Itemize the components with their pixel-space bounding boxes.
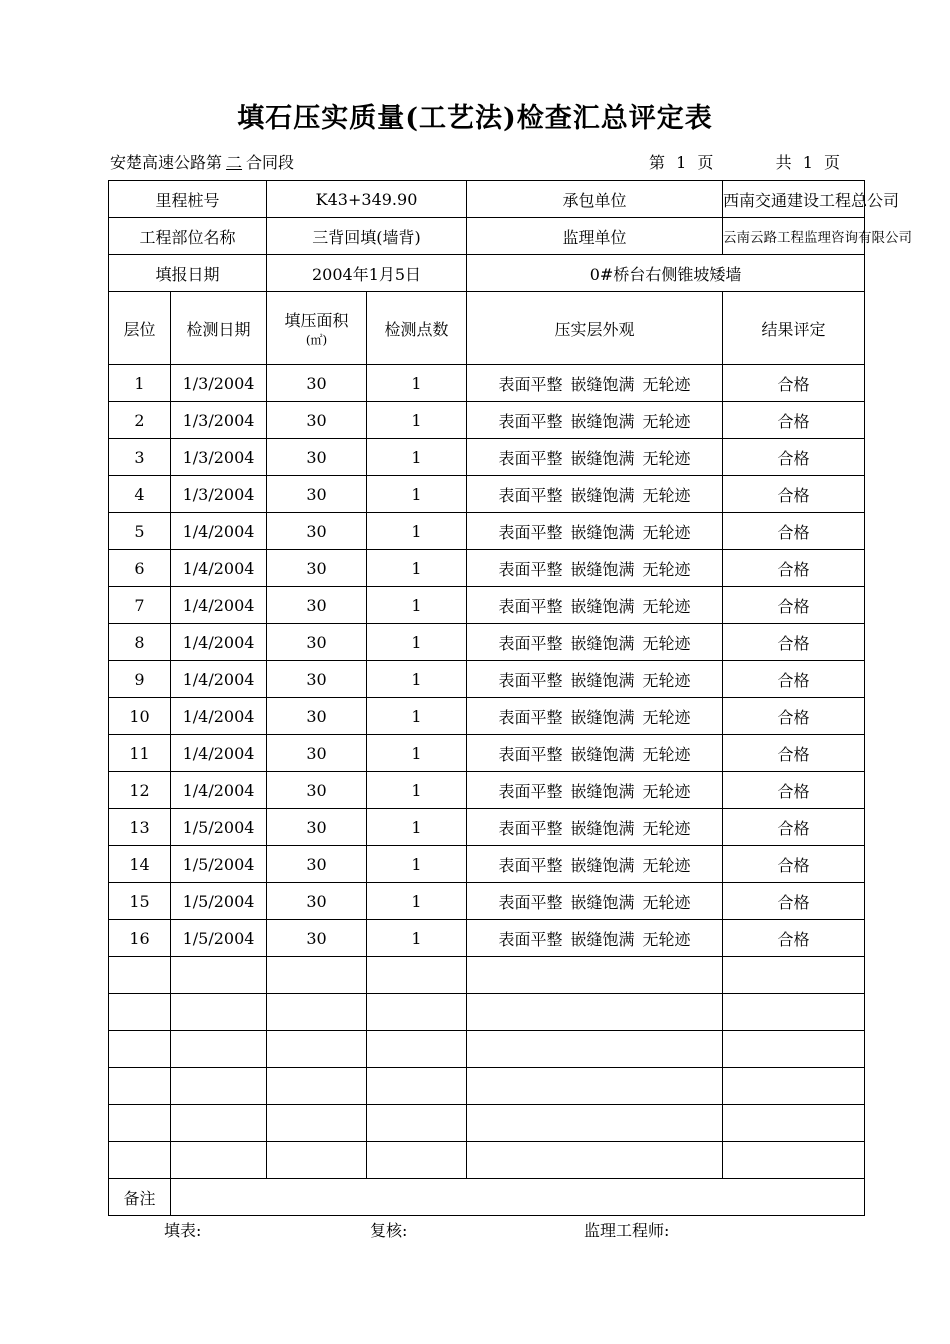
cell-area: 30 [267, 439, 367, 476]
cell-area: 30 [267, 883, 367, 920]
appearance-obs2: 嵌缝饱满 [570, 707, 635, 727]
cell-date: 1/5/2004 [171, 883, 267, 920]
cell-appearance [467, 513, 723, 550]
appearance-obs1: 表面平整 [498, 929, 563, 949]
cell-area: 30 [267, 624, 367, 661]
blank-cell [467, 957, 723, 994]
appearance-obs2: 嵌缝饱满 [570, 485, 635, 505]
cell-result: 合格 [723, 661, 865, 698]
cell-layer: 2 [109, 402, 171, 439]
blank-cell [467, 1142, 723, 1179]
appearance-obs3: 无轮迹 [642, 744, 691, 764]
col-area [267, 292, 367, 365]
appearance-obs3: 无轮迹 [642, 596, 691, 616]
cell-date: 1/4/2004 [171, 587, 267, 624]
blank-cell [723, 994, 865, 1031]
cell-date: 1/5/2004 [171, 920, 267, 957]
cell-layer: 3 [109, 439, 171, 476]
cell-appearance [467, 809, 723, 846]
appearance-obs1: 表面平整 [498, 818, 563, 838]
table-row [109, 439, 865, 476]
mileage-value: K43+349.90 [267, 181, 467, 218]
appearance-obs3: 无轮迹 [642, 929, 691, 949]
cell-result: 合格 [723, 735, 865, 772]
page-title: 填石压实质量(工艺法)检查汇总评定表 [237, 103, 713, 134]
cell-area: 30 [267, 920, 367, 957]
cell-date: 1/4/2004 [171, 550, 267, 587]
appearance-obs1: 表面平整 [498, 707, 563, 727]
cell-area: 30 [267, 846, 367, 883]
cell-date: 1/3/2004 [171, 439, 267, 476]
blank-cell [723, 1068, 865, 1105]
table-row [109, 698, 865, 735]
appearance-obs3: 无轮迹 [642, 411, 691, 431]
part-value: 三背回填(墙背) [267, 218, 467, 255]
cell-date: 1/3/2004 [171, 476, 267, 513]
blank-cell [467, 1031, 723, 1068]
table-row [109, 661, 865, 698]
col-points: 检测点数 [367, 292, 467, 365]
table-row [109, 402, 865, 439]
appearance-obs1: 表面平整 [498, 633, 563, 653]
appearance-obs1: 表面平整 [498, 485, 563, 505]
appearance-obs2: 嵌缝饱满 [570, 744, 635, 764]
page-indicator [643, 150, 840, 173]
cell-result: 合格 [723, 439, 865, 476]
cell-layer: 5 [109, 513, 171, 550]
appearance-obs3: 无轮迹 [642, 781, 691, 801]
col-layer: 层位 [109, 292, 171, 365]
col-result: 结果评定 [723, 292, 865, 365]
project-suffix: 合同段 [246, 153, 295, 172]
blank-cell [109, 994, 171, 1031]
cell-result: 合格 [723, 624, 865, 661]
cell-date: 1/4/2004 [171, 735, 267, 772]
cell-area: 30 [267, 661, 367, 698]
cell-points: 1 [367, 661, 467, 698]
cell-appearance [467, 661, 723, 698]
cell-layer: 1 [109, 365, 171, 402]
appearance-obs3: 无轮迹 [642, 633, 691, 653]
cell-appearance [467, 735, 723, 772]
blank-cell [267, 1031, 367, 1068]
appearance-obs1: 表面平整 [498, 374, 563, 394]
appearance-obs1: 表面平整 [498, 522, 563, 542]
cell-layer: 13 [109, 809, 171, 846]
cell-layer: 7 [109, 587, 171, 624]
appearance-obs3: 无轮迹 [642, 559, 691, 579]
cell-layer: 9 [109, 661, 171, 698]
info-row-mileage [109, 181, 865, 218]
appearance-obs3: 无轮迹 [642, 855, 691, 875]
cell-area: 30 [267, 365, 367, 402]
cell-points: 1 [367, 624, 467, 661]
table-row [109, 920, 865, 957]
cell-layer: 12 [109, 772, 171, 809]
blank-cell [109, 957, 171, 994]
blank-cell [267, 994, 367, 1031]
blank-row [109, 1142, 865, 1179]
cell-appearance [467, 439, 723, 476]
cell-layer: 16 [109, 920, 171, 957]
appearance-obs3: 无轮迹 [642, 522, 691, 542]
appearance-obs2: 嵌缝饱满 [570, 633, 635, 653]
cell-result: 合格 [723, 587, 865, 624]
blank-cell [267, 1105, 367, 1142]
blank-cell [367, 1031, 467, 1068]
engineer-label: 监理工程师: [584, 1221, 670, 1240]
cell-points: 1 [367, 772, 467, 809]
appearance-obs1: 表面平整 [498, 448, 563, 468]
remarks-value [171, 1179, 865, 1216]
cell-area: 30 [267, 698, 367, 735]
cell-points: 1 [367, 698, 467, 735]
header-line [110, 150, 860, 174]
cell-points: 1 [367, 476, 467, 513]
cell-result: 合格 [723, 513, 865, 550]
appearance-obs2: 嵌缝饱满 [570, 411, 635, 431]
blank-row [109, 1105, 865, 1142]
cell-appearance [467, 883, 723, 920]
info-row-part [109, 218, 865, 255]
date-label: 填报日期 [109, 255, 267, 292]
appearance-obs3: 无轮迹 [642, 707, 691, 727]
appearance-obs2: 嵌缝饱满 [570, 781, 635, 801]
blank-cell [171, 1031, 267, 1068]
cell-points: 1 [367, 402, 467, 439]
cell-date: 1/4/2004 [171, 698, 267, 735]
blank-cell [267, 1142, 367, 1179]
inspection-table [108, 180, 913, 1216]
table-row [109, 624, 865, 661]
table-row [109, 550, 865, 587]
appearance-obs1: 表面平整 [498, 670, 563, 690]
appearance-obs1: 表面平整 [498, 855, 563, 875]
appearance-obs3: 无轮迹 [642, 818, 691, 838]
cell-points: 1 [367, 365, 467, 402]
blank-cell [267, 1068, 367, 1105]
table-row [109, 846, 865, 883]
cell-appearance [467, 587, 723, 624]
table-row [109, 476, 865, 513]
appearance-obs3: 无轮迹 [642, 485, 691, 505]
blank-cell [723, 957, 865, 994]
blank-cell [723, 1105, 865, 1142]
cell-result: 合格 [723, 809, 865, 846]
cell-date: 1/4/2004 [171, 624, 267, 661]
cell-appearance [467, 476, 723, 513]
cell-area: 30 [267, 550, 367, 587]
col-area-unit: (㎡) [305, 333, 328, 347]
cell-points: 1 [367, 809, 467, 846]
cell-layer: 14 [109, 846, 171, 883]
blank-cell [171, 1068, 267, 1105]
cell-date: 1/3/2004 [171, 402, 267, 439]
cell-area: 30 [267, 402, 367, 439]
cell-result: 合格 [723, 476, 865, 513]
col-area-line1: 填压面积 [284, 311, 349, 330]
blank-row [109, 1068, 865, 1105]
page-total: 1 [802, 153, 813, 172]
cell-appearance [467, 402, 723, 439]
cell-appearance [467, 550, 723, 587]
appearance-obs2: 嵌缝饱满 [570, 522, 635, 542]
part-label: 工程部位名称 [109, 218, 267, 255]
blank-cell [171, 1105, 267, 1142]
blank-cell [267, 957, 367, 994]
cell-appearance [467, 365, 723, 402]
project-prefix: 安楚高速公路第 [110, 153, 223, 172]
reviewer-label: 复核: [370, 1221, 408, 1240]
blank-cell [171, 994, 267, 1031]
appearance-obs3: 无轮迹 [642, 892, 691, 912]
blank-cell [367, 1105, 467, 1142]
appearance-obs1: 表面平整 [498, 596, 563, 616]
cell-appearance [467, 698, 723, 735]
supervisor-value [723, 218, 913, 255]
cell-date: 1/5/2004 [171, 809, 267, 846]
blank-cell [171, 1142, 267, 1179]
cell-result: 合格 [723, 698, 865, 735]
table-row [109, 513, 865, 550]
table-row [109, 365, 865, 402]
table-row [109, 809, 865, 846]
info-row-date [109, 255, 865, 292]
cell-area: 30 [267, 587, 367, 624]
appearance-obs2: 嵌缝饱满 [570, 448, 635, 468]
blank-cell [367, 994, 467, 1031]
mileage-label: 里程桩号 [109, 181, 267, 218]
cell-layer: 8 [109, 624, 171, 661]
cell-result: 合格 [723, 365, 865, 402]
appearance-obs2: 嵌缝饱满 [570, 670, 635, 690]
project-name [110, 150, 294, 173]
appearance-obs3: 无轮迹 [642, 670, 691, 690]
supervisor-value-text: 云南云路工程监理咨询有限公司 [723, 230, 913, 246]
signature-line [0, 1218, 950, 1242]
blank-cell [467, 994, 723, 1031]
cell-result: 合格 [723, 883, 865, 920]
col-date: 检测日期 [171, 292, 267, 365]
cell-points: 1 [367, 883, 467, 920]
filler-label: 填表: [164, 1221, 202, 1240]
cell-date: 1/4/2004 [171, 661, 267, 698]
appearance-obs1: 表面平整 [498, 744, 563, 764]
appearance-obs1: 表面平整 [498, 411, 563, 431]
cell-points: 1 [367, 920, 467, 957]
cell-area: 30 [267, 772, 367, 809]
cell-layer: 4 [109, 476, 171, 513]
page-label-di: 第 [649, 153, 666, 172]
cell-area: 30 [267, 476, 367, 513]
appearance-obs2: 嵌缝饱满 [570, 559, 635, 579]
cell-appearance [467, 772, 723, 809]
blank-row [109, 957, 865, 994]
cell-result: 合格 [723, 550, 865, 587]
appearance-obs1: 表面平整 [498, 559, 563, 579]
blank-cell [109, 1142, 171, 1179]
cell-layer: 6 [109, 550, 171, 587]
appearance-obs2: 嵌缝饱满 [570, 929, 635, 949]
cell-points: 1 [367, 587, 467, 624]
contractor-label: 承包单位 [467, 181, 723, 218]
blank-cell [467, 1068, 723, 1105]
blank-cell [367, 1068, 467, 1105]
table-row [109, 772, 865, 809]
page-current: 1 [676, 153, 687, 172]
cell-points: 1 [367, 846, 467, 883]
cell-date: 1/4/2004 [171, 772, 267, 809]
cell-points: 1 [367, 735, 467, 772]
appearance-obs1: 表面平整 [498, 892, 563, 912]
blank-cell [467, 1105, 723, 1142]
cell-result: 合格 [723, 402, 865, 439]
blank-cell [109, 1105, 171, 1142]
appearance-obs2: 嵌缝饱满 [570, 374, 635, 394]
cell-date: 1/5/2004 [171, 846, 267, 883]
table-row [109, 735, 865, 772]
blank-row [109, 994, 865, 1031]
table-row [109, 883, 865, 920]
appearance-obs2: 嵌缝饱满 [570, 855, 635, 875]
cell-date: 1/3/2004 [171, 365, 267, 402]
cell-points: 1 [367, 439, 467, 476]
cell-points: 1 [367, 550, 467, 587]
table-row [109, 587, 865, 624]
contractor-value [723, 181, 900, 218]
cell-appearance [467, 624, 723, 661]
cell-result: 合格 [723, 772, 865, 809]
cell-appearance [467, 846, 723, 883]
page-label-ye: 页 [697, 153, 714, 172]
remarks-row [109, 1179, 865, 1216]
cell-points: 1 [367, 513, 467, 550]
blank-cell [171, 957, 267, 994]
appearance-obs2: 嵌缝饱满 [570, 818, 635, 838]
date-value: 2004年1月5日 [267, 255, 467, 292]
appearance-obs3: 无轮迹 [642, 448, 691, 468]
blank-cell [367, 1142, 467, 1179]
blank-cell [109, 1068, 171, 1105]
cell-layer: 15 [109, 883, 171, 920]
cell-appearance [467, 920, 723, 957]
cell-area: 30 [267, 735, 367, 772]
blank-cell [723, 1031, 865, 1068]
blank-cell [367, 957, 467, 994]
column-header-row [109, 292, 865, 365]
location-value: 0#桥台右侧锥坡矮墙 [467, 255, 865, 292]
cell-date: 1/4/2004 [171, 513, 267, 550]
cell-layer: 11 [109, 735, 171, 772]
supervisor-label: 监理单位 [467, 218, 723, 255]
col-appearance: 压实层外观 [467, 292, 723, 365]
blank-cell [109, 1031, 171, 1068]
cell-layer: 10 [109, 698, 171, 735]
cell-area: 30 [267, 809, 367, 846]
cell-area: 30 [267, 513, 367, 550]
blank-row [109, 1031, 865, 1068]
appearance-obs3: 无轮迹 [642, 374, 691, 394]
remarks-label: 备注 [109, 1179, 171, 1216]
project-section-no: 二 [226, 153, 243, 172]
cell-result: 合格 [723, 920, 865, 957]
appearance-obs1: 表面平整 [498, 781, 563, 801]
page-label-gong: 共 [775, 153, 792, 172]
contractor-value-text: 西南交通建设工程总公司 [723, 190, 900, 210]
appearance-obs2: 嵌缝饱满 [570, 892, 635, 912]
appearance-obs2: 嵌缝饱满 [570, 596, 635, 616]
blank-cell [723, 1142, 865, 1179]
cell-result: 合格 [723, 846, 865, 883]
page-label-ye2: 页 [823, 153, 840, 172]
